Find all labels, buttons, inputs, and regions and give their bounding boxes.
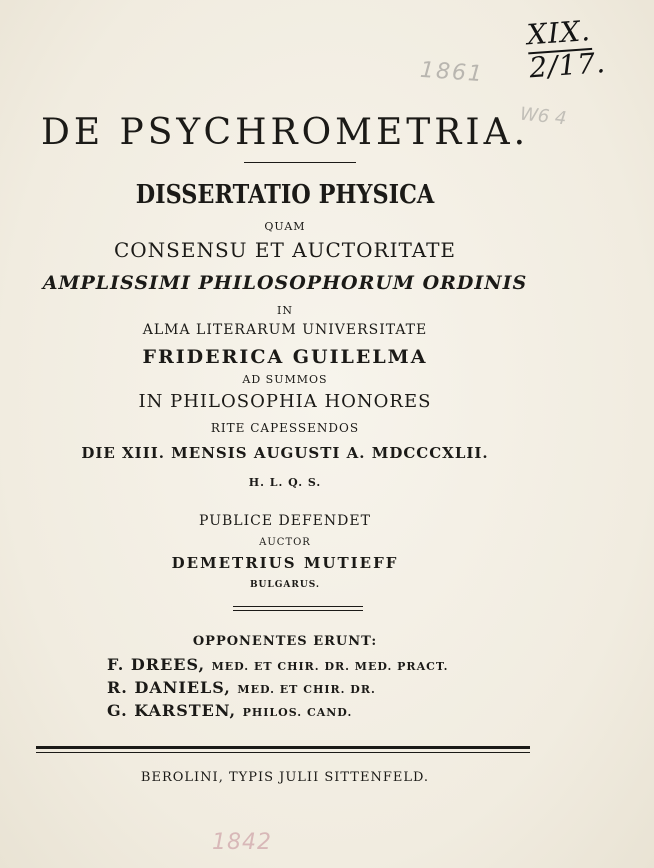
consensu-line: CONSENSU ET AUCTORITATE — [113, 238, 457, 262]
opponent-title: MED. ET CHIR. DR. MED. PRACT. — [211, 660, 449, 673]
author-name: DEMETRIUS MUTIEFF — [171, 554, 399, 572]
dissertation-title: DE PSYCHROMETRIA. — [40, 112, 530, 153]
shelfmark-annotation — [526, 10, 654, 85]
opponent-row — [107, 678, 376, 697]
alma-line: ALMA LITERARUM UNIVERSITATE — [142, 322, 428, 338]
imprint-rule-thin — [36, 752, 530, 753]
opponent-title: MED. ET CHIR. DR. — [237, 683, 376, 696]
amplissimi-line: AMPLISSIMI PHILOSOPHORUM ORDINIS — [42, 272, 528, 294]
shelfmark-main: XIX. — [526, 14, 592, 54]
hlqs-line: H. L. Q. S. — [248, 476, 322, 489]
publice-line: PUBLICE DEFENDET — [199, 513, 371, 529]
pencil-note: W6 4 — [519, 103, 568, 130]
pencil-bottom: 1842 — [212, 830, 272, 855]
opponent-row — [107, 701, 352, 720]
title-rule — [244, 162, 356, 163]
author-origin: BULGARUS. — [249, 580, 321, 590]
opponent-name: R. DANIELS, — [107, 678, 231, 697]
opponent-row — [107, 655, 448, 674]
friderica-line: FRIDERICA GUILELMA — [142, 346, 428, 368]
pencil-number: 1861 — [419, 57, 485, 88]
opponent-title: PHILOS. CAND. — [242, 706, 353, 719]
opponent-name: G. KARSTEN, — [107, 701, 237, 720]
imprint-line: BEROLINI, TYPIS JULII SITTENFELD. — [140, 770, 430, 785]
opponents-heading: OPPONENTES ERUNT: — [192, 634, 378, 649]
date-line: DIE XIII. MENSIS AUGUSTI A. MDCCCXLII. — [81, 444, 489, 462]
in-line: IN — [277, 304, 293, 317]
opponent-name: F. DREES, — [107, 655, 206, 674]
dissertatio-line: DISSERTATIO PHYSICA — [135, 180, 435, 210]
auctor-label: AUCTOR — [259, 537, 311, 548]
double-rule-top — [233, 606, 363, 607]
quam-line: QUAM — [264, 220, 306, 233]
double-rule-bottom — [233, 610, 363, 611]
rite-line: RITE CAPESSENDOS — [210, 421, 360, 435]
honores-line: IN PHILOSOPHIA HONORES — [138, 391, 432, 412]
imprint-rule-thick — [36, 746, 530, 749]
shelfmark-fraction: 2/17. — [528, 46, 608, 85]
ad-summos-line: AD SUMMOS — [242, 373, 328, 386]
